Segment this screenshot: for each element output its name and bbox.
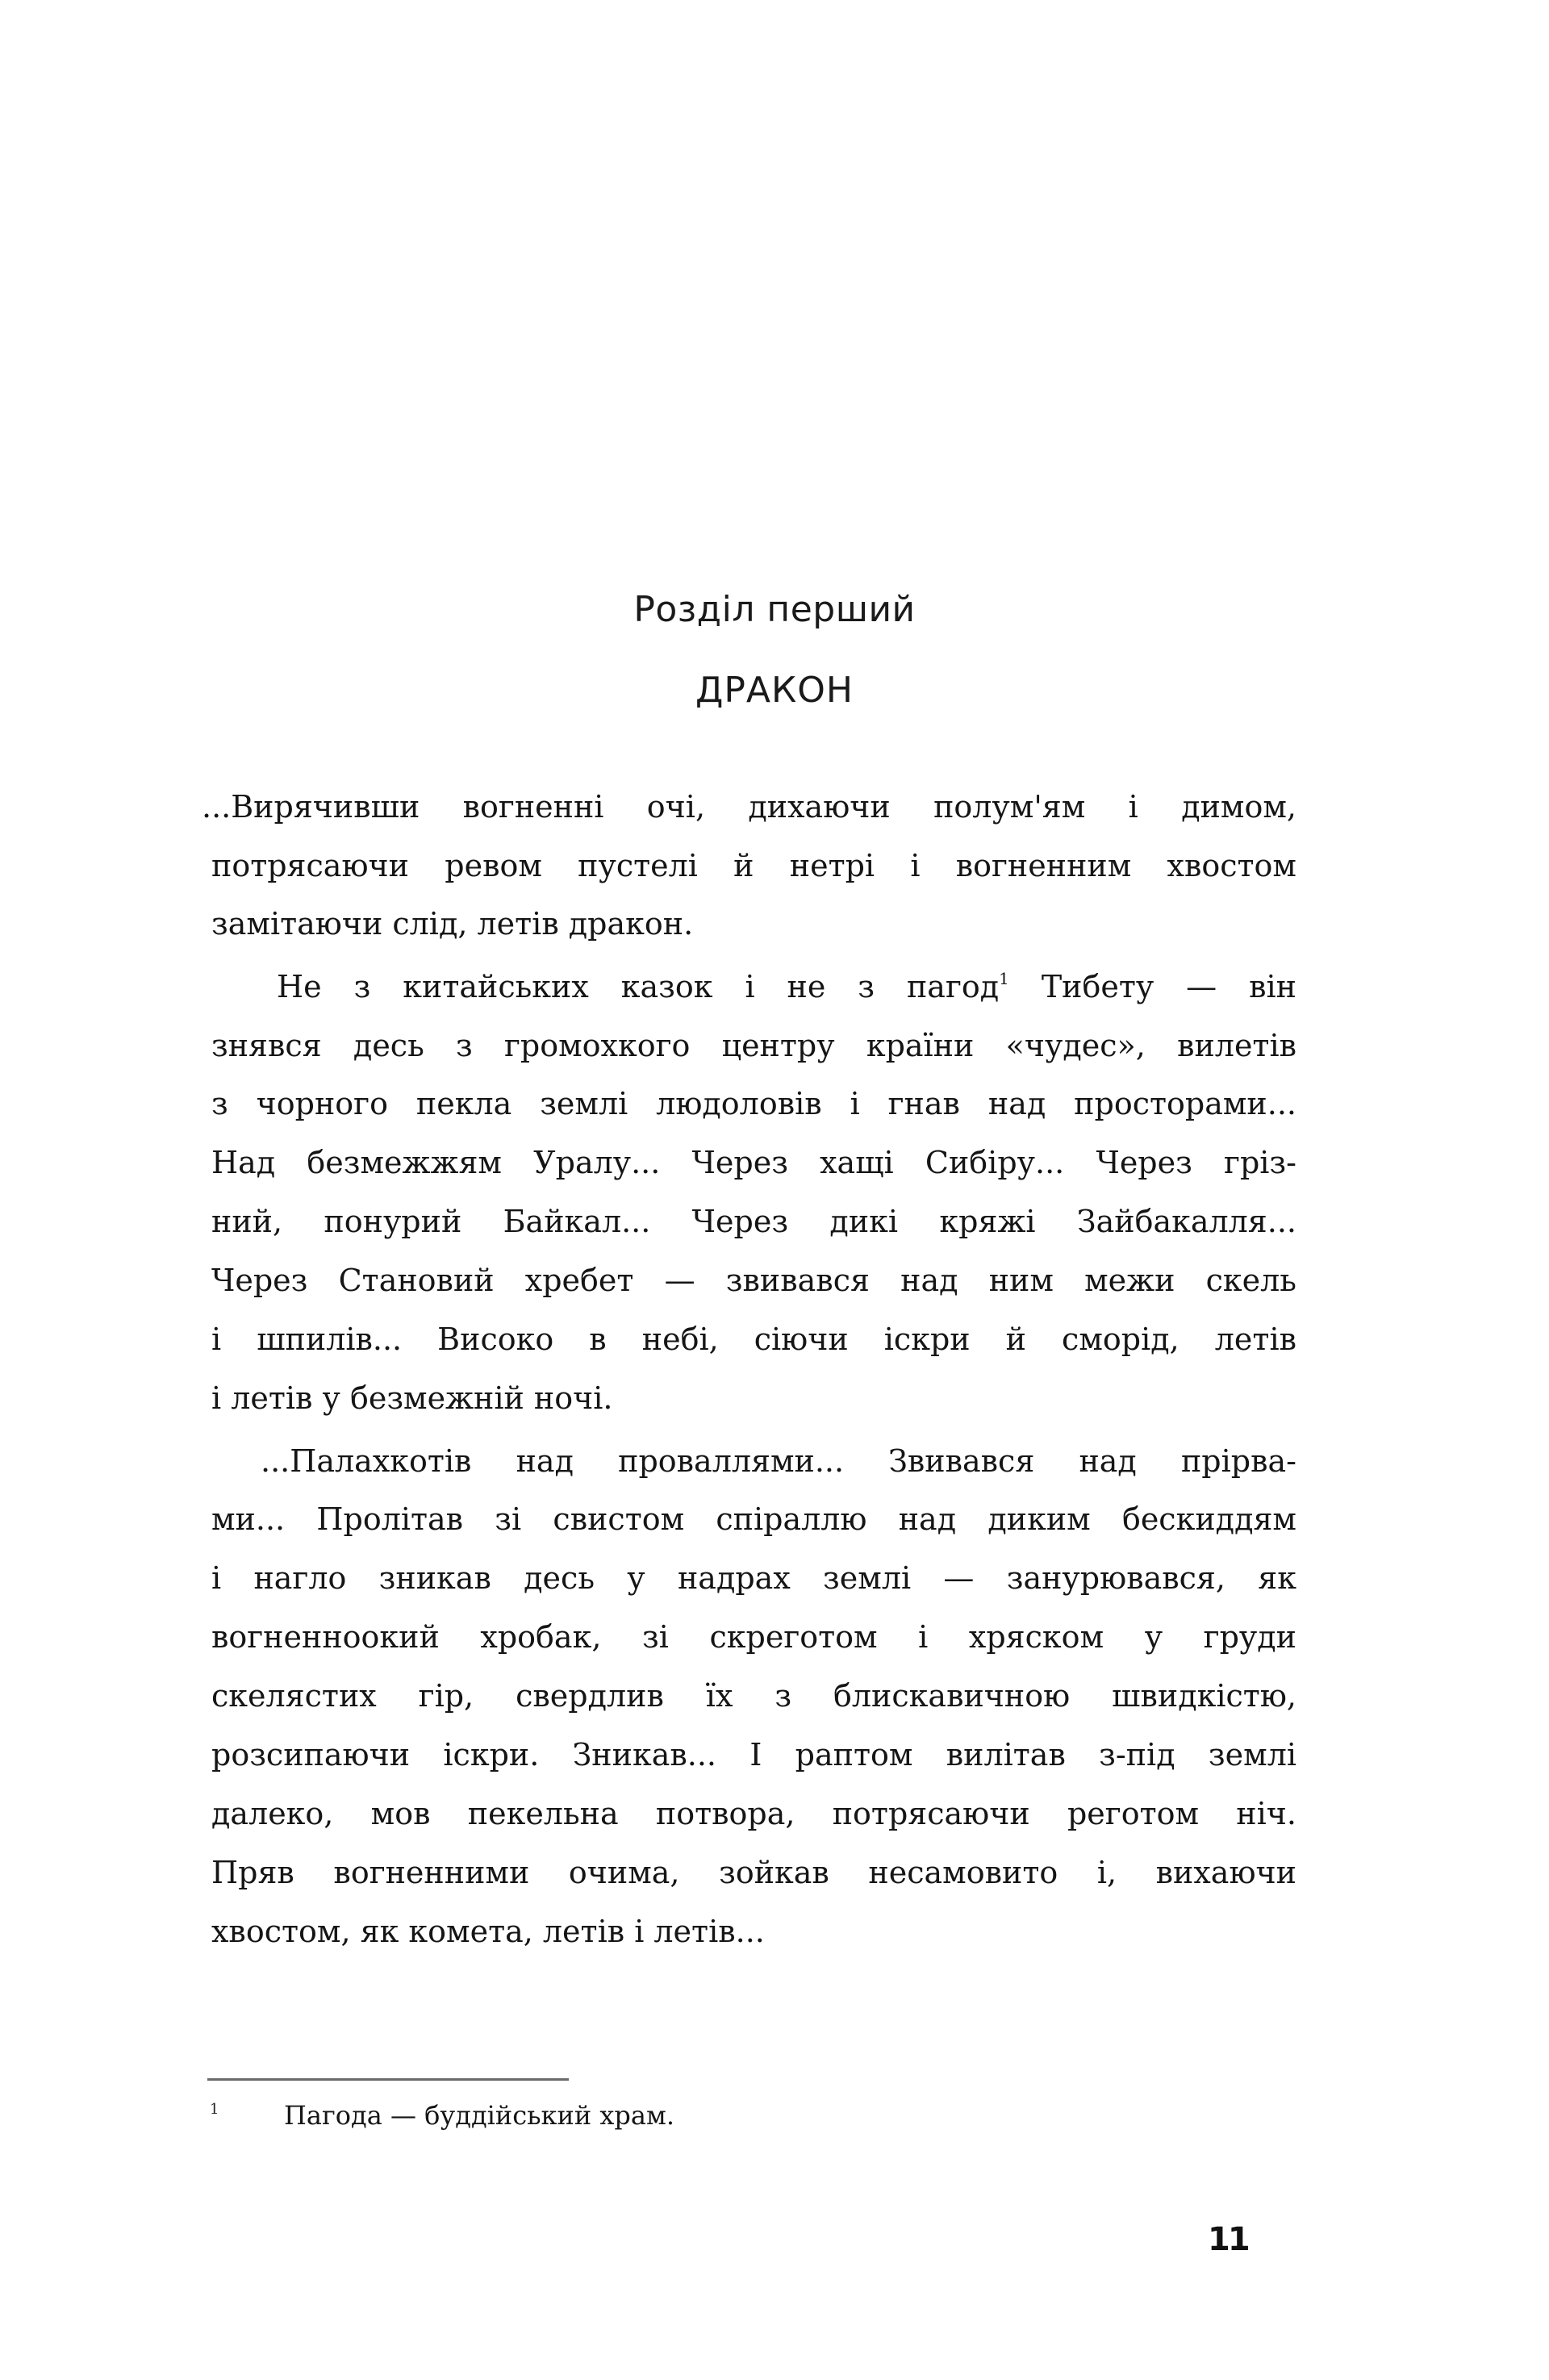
text-line: ми... Пролітав зі свистом спіраллю над диким бескиддям — [211, 1501, 1296, 1537]
text-line: з чорного пекла землі людоловів і гнав над просторами... — [211, 1086, 1296, 1121]
footnote-text: Пагода — буддійський храм. — [284, 2100, 675, 2131]
text-line: і летів у безмежній ночі. — [211, 1380, 613, 1416]
text-line: замітаючи слід, летів дракон. — [211, 906, 694, 942]
text-line: Пряв вогненними очима, зойкав несамовито і, вихаючи — [211, 1855, 1296, 1890]
text-line: і нагло зникав десь у надрах землі — занурювався, як — [211, 1560, 1296, 1596]
text-line: Через Становий хребет — звивався над ним межи скель — [211, 1263, 1296, 1298]
chapter-label: Розділ перший — [633, 589, 916, 630]
text-line: і шпилів... Високо в небі, сіючи іскри й сморід, летів — [211, 1322, 1296, 1357]
text-line: розсипаючи іскри. Зникав... І раптом вилітав з-під землі — [211, 1737, 1296, 1772]
text-line: скелястих гір, свердлив їх з блискавичною швидкістю, — [211, 1678, 1296, 1714]
footnote-reference: 1 — [999, 969, 1009, 988]
text-line: ний, понурий Байкал... Через дикі кряжі Зайбакалля... — [211, 1204, 1296, 1239]
chapter-title: ДРАКОН — [695, 670, 854, 711]
text-line: потрясаючи ревом пустелі й нетрі і вогненним хвостом — [211, 848, 1296, 883]
footnote-divider — [207, 2078, 569, 2081]
text-line: далеко, мов пекельна потвора, потрясаючи реготом ніч. — [211, 1796, 1296, 1831]
text-line: хвостом, як комета, летів і летів... — [211, 1914, 765, 1949]
page-number: 11 — [1208, 2221, 1248, 2258]
text-line: Не з китайських казок і не з пагод$^1$ Тибету — він — [277, 969, 1296, 1004]
footnote-marker: 1 — [210, 2101, 219, 2118]
text-line: знявся десь з громохкого центру країни «чудес», вилетів — [211, 1028, 1296, 1063]
text-line: Над безмежжям Уралу... Через хащі Сибіру... Через гріз- — [211, 1145, 1296, 1180]
text-line: вогненноокий хробак, зі скреготом і хряском у груди — [211, 1619, 1296, 1655]
text-line: ...Палахкотів над проваллями... Звивався над прірва- — [261, 1443, 1296, 1479]
text-line: ...Вирячивши вогненні очі, дихаючи полум'ям і димом, — [202, 789, 1296, 825]
